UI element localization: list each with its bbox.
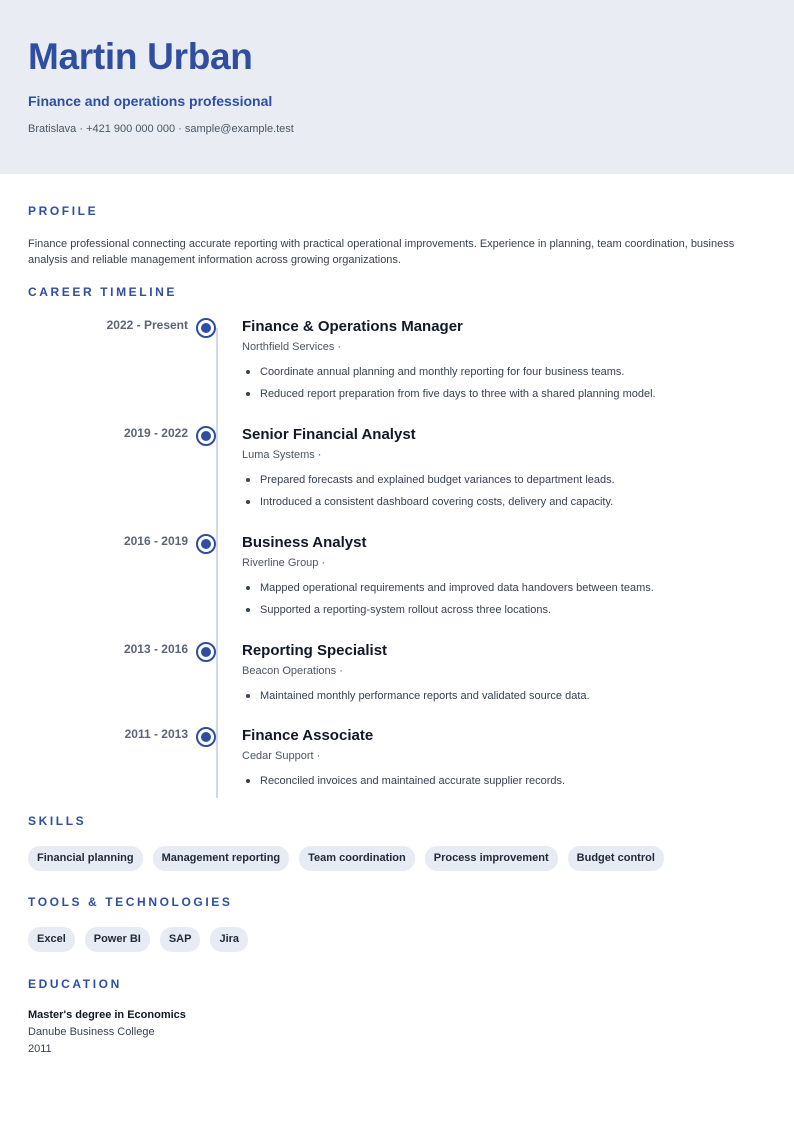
job-bullet: Mapped operational requirements and improved data handovers between teams. [242,580,762,602]
job-company: Beacon Operations · [242,665,343,677]
candidate-name: Martin Urban [28,36,253,77]
job-bullet: Prepared forecasts and explained budget variances to department leads. [242,472,762,494]
job-title: Reporting Specialist [242,642,388,659]
job-dates: 2016 - 2019 [123,534,188,548]
timeline-dot [196,727,216,747]
job-title: Business Analyst [242,534,367,551]
job-bullet: Maintained monthly performance reports and validated source data. [242,688,762,710]
skill-chip: Process improvement [425,846,558,871]
timeline-dot [196,642,216,662]
job-dates: 2013 - 2016 [123,642,188,656]
section-title-skills: SKILLS [28,814,87,828]
job-bullet: Reconciled invoices and maintained accurate supplier records. [242,773,762,795]
tool-chip: Jira [210,927,248,952]
skill-chip: Management reporting [153,846,290,871]
tools-list [28,927,248,952]
timeline-line [216,328,218,798]
job-dates: 2019 - 2022 [123,426,188,440]
section-title-education: EDUCATION [28,977,122,991]
skills-list [28,846,664,871]
job-company: Cedar Support · [242,750,321,762]
education-school: Danube Business College [28,1026,155,1038]
tool-chip: Power BI [85,927,150,952]
job-bullet: Introduced a consistent dashboard covering costs, delivery and capacity. [242,494,762,516]
job-title: Finance Associate [242,727,374,744]
job-dates: 2022 - Present [106,318,188,332]
header [0,0,794,174]
headline: Finance and operations professional [28,93,273,109]
tool-chip: Excel [28,927,75,952]
skill-chip: Financial planning [28,846,143,871]
education-year: 2011 [28,1043,52,1055]
job-bullet: Coordinate annual planning and monthly reporting for four business teams. [242,364,762,386]
job-title: Senior Financial Analyst [242,426,416,443]
job-bullets [242,688,762,710]
section-title-career: CAREER TIMELINE [28,285,178,299]
job-bullets [242,773,762,795]
section-title-tools: TOOLS & TECHNOLOGIES [28,895,233,909]
job-bullets [242,472,762,516]
timeline-dot [196,426,216,446]
profile-text: Finance professional connecting accurate reporting with practical operational improvements. Experience in planning, team coordination, business analysis and reliable management information across growing organizations. [28,238,735,266]
skill-chip: Budget control [568,846,664,871]
education-degree: Master's degree in Economics [28,1009,186,1021]
job-bullets [242,580,762,624]
job-dates: 2011 - 2013 [124,727,188,741]
job-company: Riverline Group · [242,557,326,569]
contact-line: Bratislava · +421 900 000 000 · sample@example.test [28,123,294,135]
job-bullets [242,364,762,408]
timeline-dot [196,534,216,554]
timeline-dot [196,318,216,338]
skill-chip: Team coordination [299,846,415,871]
job-bullet: Reduced report preparation from five days to three with a shared planning model. [242,386,762,408]
job-company: Luma Systems · [242,449,322,461]
section-title-profile: PROFILE [28,204,99,218]
job-bullet: Supported a reporting-system rollout across three locations. [242,602,762,624]
job-company: Northfield Services · [242,341,342,353]
tool-chip: SAP [160,927,201,952]
job-title: Finance & Operations Manager [242,318,463,335]
